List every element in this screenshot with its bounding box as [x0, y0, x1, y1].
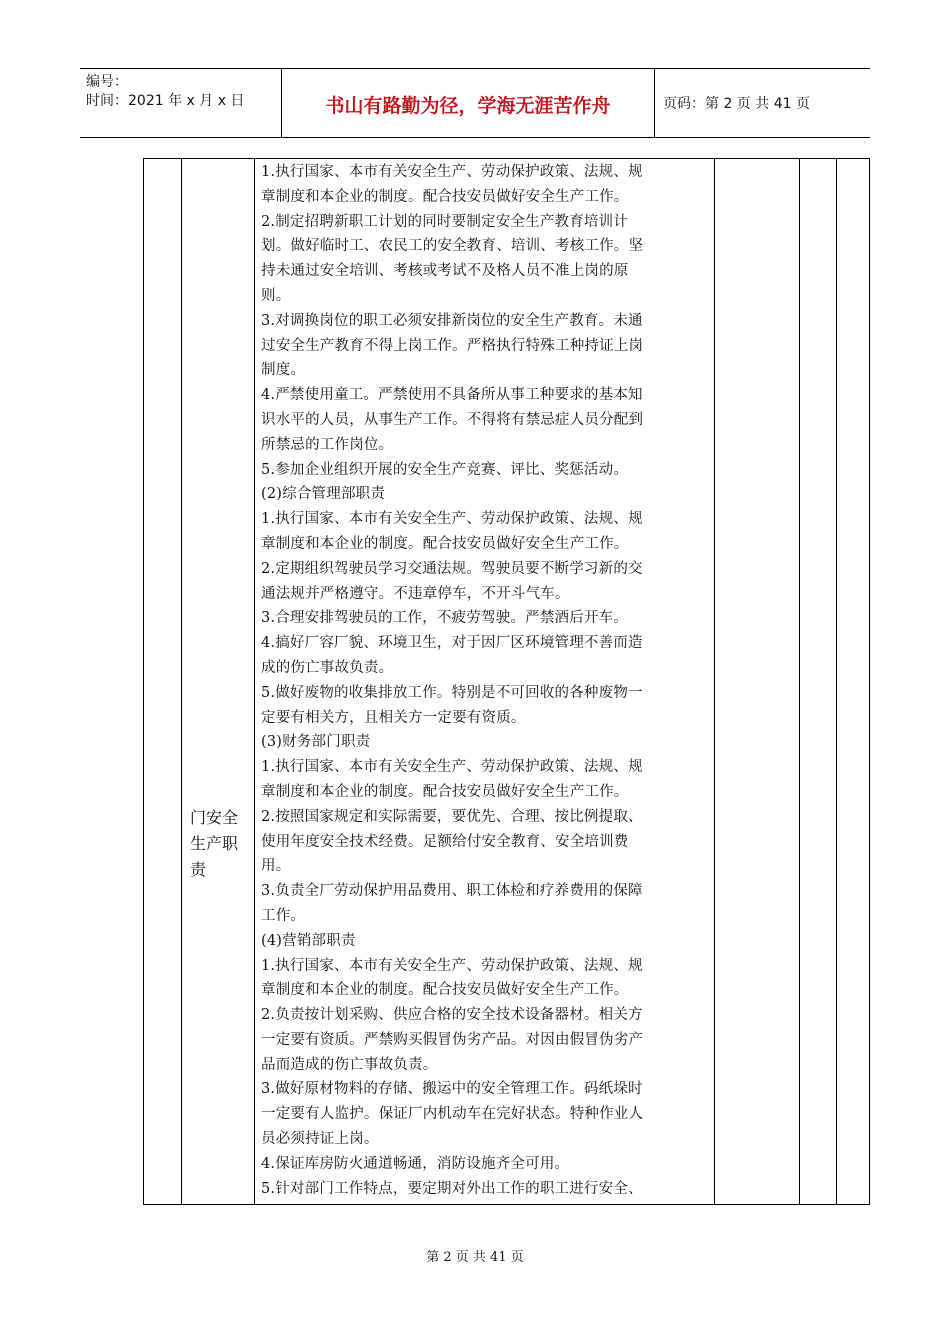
table-column-divider — [836, 159, 837, 1204]
content-line: 章制度和本企业的制度。配合技安员做好安全生产工作。 — [261, 783, 629, 800]
content-line: 识水平的人员，从事生产工作。不得将有禁忌症人员分配到 — [261, 411, 644, 428]
content-line: 3.做好原材物料的存储、搬运中的安全管理工作。码纸垛时 — [261, 1081, 643, 1098]
header-motto-cell — [282, 69, 655, 137]
content-line: 工作。 — [261, 907, 306, 924]
content-line: 3.对调换岗位的职工必须安排新岗位的安全生产教育。未通 — [261, 312, 643, 329]
content-line: 2.制定招聘新职工计划的同时要制定安全生产教育培训计 — [261, 213, 629, 230]
content-line: 品而造成的伤亡事故负责。 — [261, 1056, 438, 1073]
content-line: 所禁忌的工作岗位。 — [261, 436, 394, 453]
header-motto: 书山有路勤为径，学海无涯苦作舟 — [325, 95, 611, 117]
document-number-label: 编号： — [86, 74, 128, 90]
header-meta-cell — [80, 69, 282, 137]
content-line: 4.保证库房防火通道畅通，消防设施齐全可用。 — [261, 1155, 570, 1172]
content-line: 章制度和本企业的制度。配合技安员做好安全生产工作。 — [261, 188, 629, 205]
row-label-line: 责 — [190, 860, 207, 879]
content-line: 一定要有人监护。保证厂内机动车在完好状态。特种作业人 — [261, 1106, 644, 1123]
table-column-divider — [799, 159, 800, 1204]
content-line: 用。 — [261, 858, 291, 875]
content-line: 持未通过安全培训、考核或考试不及格人员不准上岗的原 — [261, 263, 629, 280]
content-line: 过安全生产教育不得上岗工作。严格执行特殊工种持证上岗 — [261, 337, 644, 354]
header-page-cell — [655, 69, 870, 137]
content-line: 章制度和本企业的制度。配合技安员做好安全生产工作。 — [261, 535, 629, 552]
row-label-line: 门安全 — [190, 808, 239, 827]
content-line: 4.严禁使用童工。严禁使用不具备所从事工种要求的基本知 — [261, 387, 643, 404]
table-column-divider — [181, 159, 182, 1204]
content-line: (3)财务部门职责 — [261, 734, 371, 751]
content-line: 1.执行国家、本市有关安全生产、劳动保护政策、法规、规 — [261, 759, 643, 776]
content-line: 2.按照国家规定和实际需要，要优先、合理、按比例提取、 — [261, 808, 643, 825]
content-line: 2.定期组织驾驶员学习交通法规。驾驶员要不断学习新的交 — [261, 560, 643, 577]
content-line: 使用年度安全技术经费。足额给付安全教育、安全培训费 — [261, 833, 629, 850]
content-line: 3.合理安排驾驶员的工作，不疲劳驾驶。严禁酒后开车。 — [261, 610, 629, 627]
row-label — [184, 805, 254, 883]
responsibility-content — [261, 160, 727, 1201]
content-line: 1.执行国家、本市有关安全生产、劳动保护政策、法规、规 — [261, 164, 643, 180]
content-line: 划。做好临时工、农民工的安全教育、培训、考核工作。坚 — [261, 238, 644, 255]
page-header — [80, 68, 870, 138]
content-line: 3.负责全厂劳动保护用品费用、职工体检和疗养费用的保障 — [261, 883, 643, 900]
responsibility-table — [143, 158, 870, 1205]
content-line: 4.搞好厂容厂貌、环境卫生，对于因厂区环境管理不善而造 — [261, 635, 643, 652]
content-line: 2.负责按计划采购、供应合格的安全技术设备器材。相关方 — [261, 1007, 643, 1024]
content-line: 1.执行国家、本市有关安全生产、劳动保护政策、法规、规 — [261, 957, 643, 974]
content-line: 章制度和本企业的制度。配合技安员做好安全生产工作。 — [261, 982, 629, 999]
content-line: 则。 — [261, 287, 291, 304]
row-label-line: 生产职 — [190, 834, 239, 853]
header-page-info: 页码：第 2 页 共 41 页 — [663, 96, 810, 112]
content-line: 5.做好废物的收集排放工作。特别是不可回收的各种废物一 — [261, 684, 643, 701]
document-date: 时间：2021 年 x 月 x 日 — [86, 93, 245, 109]
content-line: 成的伤亡事故负责。 — [261, 659, 394, 676]
content-line: 通法规并严格遵守。不违章停车，不开斗气车。 — [261, 585, 570, 602]
content-line: 定要有相关方，且相关方一定要有资质。 — [261, 709, 526, 726]
page-footer: 第 2 页 共 41 页 — [426, 1250, 524, 1265]
content-line: 制度。 — [261, 362, 306, 379]
table-column-divider — [254, 159, 255, 1204]
content-line: (4)营销部职责 — [261, 932, 356, 949]
content-line: 5.参加企业组织开展的安全生产竞赛、评比、奖惩活动。 — [261, 461, 629, 478]
content-line: 一定要有资质。严禁购买假冒伪劣产品。对因由假冒伪劣产 — [261, 1031, 644, 1048]
content-line: 员必须持证上岗。 — [261, 1131, 379, 1148]
content-line: (2)综合管理部职责 — [261, 486, 386, 503]
content-line: 1.执行国家、本市有关安全生产、劳动保护政策、法规、规 — [261, 511, 643, 528]
content-line: 5.针对部门工作特点，要定期对外出工作的职工进行安全、 — [261, 1180, 643, 1197]
